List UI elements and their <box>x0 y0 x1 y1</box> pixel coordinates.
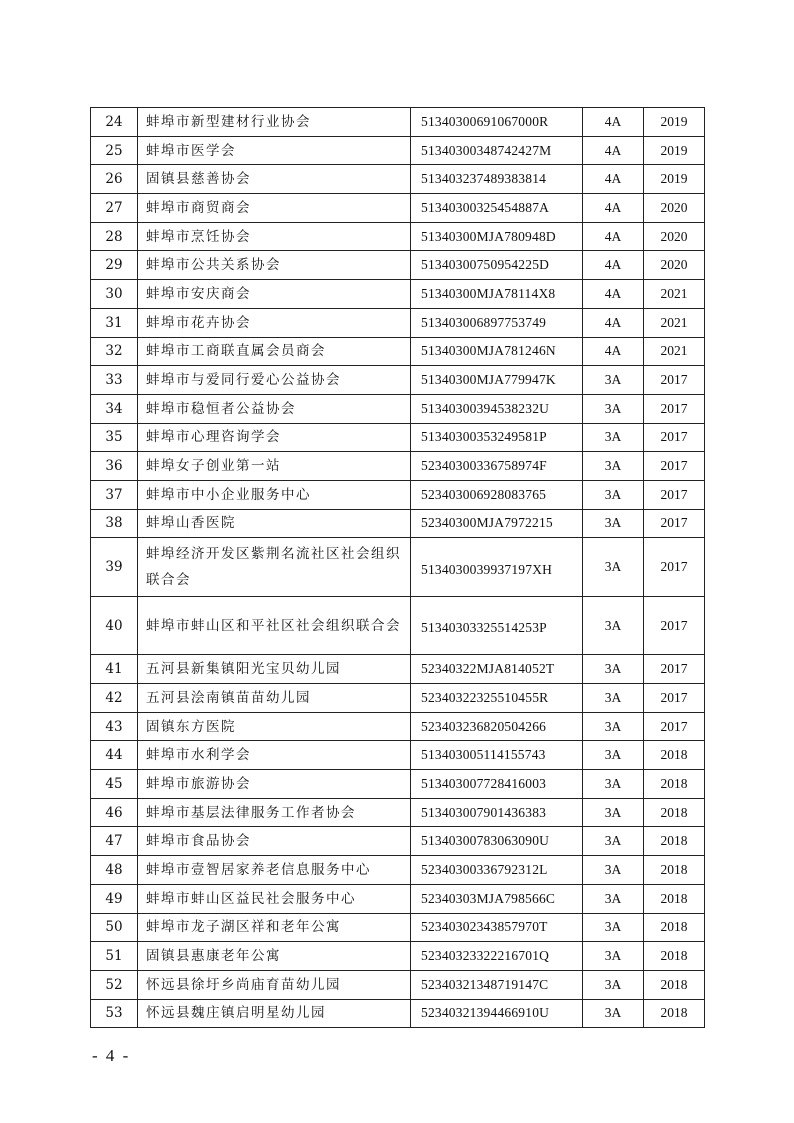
organization-name-cell: 固镇县慈善协会 <box>138 165 411 194</box>
credit-code-cell: 52340321348719147C <box>411 970 583 999</box>
table-row <box>91 827 705 856</box>
rating-grade-cell: 3A <box>583 480 644 509</box>
rating-grade-cell: 4A <box>583 337 644 366</box>
rating-year-cell: 2018 <box>644 999 705 1028</box>
row-number-cell: 43 <box>91 712 138 741</box>
row-number-cell: 31 <box>91 308 138 337</box>
credit-code-cell: 513403237489383814 <box>411 165 583 194</box>
credit-code-cell: 513403007901436383 <box>411 798 583 827</box>
table-row <box>91 970 705 999</box>
organization-name-cell: 蚌埠市龙子湖区祥和老年公寓 <box>138 913 411 942</box>
page-number: - 4 - <box>92 1046 131 1065</box>
row-number-cell: 36 <box>91 452 138 481</box>
table-row <box>91 999 705 1028</box>
rating-grade-cell: 3A <box>583 913 644 942</box>
credit-code-cell: 513403005114155743 <box>411 741 583 770</box>
rating-year-cell: 2021 <box>644 308 705 337</box>
rating-year-cell: 2017 <box>644 452 705 481</box>
organization-name-cell: 蚌埠市蚌山区和平社区社会组织联合会 <box>138 596 411 655</box>
row-number-cell: 33 <box>91 366 138 395</box>
row-number-cell: 28 <box>91 222 138 251</box>
row-number-cell: 45 <box>91 770 138 799</box>
row-number-cell: 34 <box>91 394 138 423</box>
organization-name-cell: 怀远县徐圩乡尚庙育苗幼儿园 <box>138 970 411 999</box>
rating-grade-cell: 4A <box>583 136 644 165</box>
rating-year-cell: 2017 <box>644 712 705 741</box>
table-row <box>91 251 705 280</box>
table-row <box>91 538 705 597</box>
rating-year-cell: 2018 <box>644 913 705 942</box>
rating-grade-cell: 4A <box>583 194 644 223</box>
credit-code-cell: 51340300353249581P <box>411 423 583 452</box>
table-row <box>91 308 705 337</box>
table-row <box>91 136 705 165</box>
credit-code-cell: 51340300325454887A <box>411 194 583 223</box>
credit-code-cell: 52340300MJA7972215 <box>411 509 583 538</box>
table-row <box>91 684 705 713</box>
table-row <box>91 655 705 684</box>
row-number-cell: 52 <box>91 970 138 999</box>
credit-code-cell: 52340300336792312L <box>411 856 583 885</box>
credit-code-cell: 51340300750954225D <box>411 251 583 280</box>
rating-year-cell: 2020 <box>644 222 705 251</box>
row-number-cell: 38 <box>91 509 138 538</box>
rating-year-cell: 2018 <box>644 798 705 827</box>
credit-code-cell: 51340300691067000R <box>411 108 583 137</box>
organization-name-cell: 五河县新集镇阳光宝贝幼儿园 <box>138 655 411 684</box>
rating-year-cell: 2018 <box>644 884 705 913</box>
rating-year-cell: 2018 <box>644 770 705 799</box>
table-row <box>91 712 705 741</box>
organization-name-cell: 固镇东方医院 <box>138 712 411 741</box>
credit-code-cell: 52340321394466910U <box>411 999 583 1028</box>
rating-year-cell: 2017 <box>644 366 705 395</box>
organization-name-cell: 蚌埠市稳恒者公益协会 <box>138 394 411 423</box>
rating-year-cell: 2019 <box>644 108 705 137</box>
rating-year-cell: 2018 <box>644 741 705 770</box>
row-number-cell: 42 <box>91 684 138 713</box>
organization-name-cell: 蚌埠女子创业第一站 <box>138 452 411 481</box>
credit-code-cell: 52340322325510455R <box>411 684 583 713</box>
rating-grade-cell: 3A <box>583 509 644 538</box>
table-row <box>91 596 705 655</box>
organization-name-cell: 蚌埠经济开发区紫荆名流社区社会组织联合会 <box>138 538 411 597</box>
credit-code-cell: 523403006928083765 <box>411 480 583 509</box>
rating-year-cell: 2019 <box>644 136 705 165</box>
organization-name-cell: 怀远县魏庄镇启明星幼儿园 <box>138 999 411 1028</box>
rating-grade-cell: 3A <box>583 366 644 395</box>
rating-grade-cell: 4A <box>583 280 644 309</box>
table-row <box>91 366 705 395</box>
credit-code-cell: 51340300MJA780948D <box>411 222 583 251</box>
rating-grade-cell: 3A <box>583 394 644 423</box>
credit-code-cell: 513403007728416003 <box>411 770 583 799</box>
rating-grade-cell: 3A <box>583 942 644 971</box>
organization-name-cell: 蚌埠市商贸商会 <box>138 194 411 223</box>
row-number-cell: 35 <box>91 423 138 452</box>
table-row <box>91 913 705 942</box>
credit-code-cell: 52340323322216701Q <box>411 942 583 971</box>
credit-code-cell: 52340300336758974F <box>411 452 583 481</box>
table-row <box>91 480 705 509</box>
credit-code-cell: 51340300348742427M <box>411 136 583 165</box>
credit-code-cell: 51340303325514253P <box>411 596 583 655</box>
table-row <box>91 741 705 770</box>
credit-code-cell: 51340300MJA781246N <box>411 337 583 366</box>
credit-code-cell: 51340300MJA78114X8 <box>411 280 583 309</box>
row-number-cell: 48 <box>91 856 138 885</box>
credit-code-cell: 513403006897753749 <box>411 308 583 337</box>
credit-code-cell: 52340302343857970T <box>411 913 583 942</box>
credit-code-cell: 523403236820504266 <box>411 712 583 741</box>
organization-name-cell: 五河县浍南镇苗苗幼儿园 <box>138 684 411 713</box>
rating-year-cell: 2021 <box>644 337 705 366</box>
row-number-cell: 46 <box>91 798 138 827</box>
rating-grade-cell: 3A <box>583 712 644 741</box>
row-number-cell: 30 <box>91 280 138 309</box>
rating-year-cell: 2020 <box>644 194 705 223</box>
rating-year-cell: 2017 <box>644 684 705 713</box>
organization-name-cell: 蚌埠市壹智居家养老信息服务中心 <box>138 856 411 885</box>
table-row <box>91 509 705 538</box>
row-number-cell: 27 <box>91 194 138 223</box>
organization-name-cell: 蚌埠市心理咨询学会 <box>138 423 411 452</box>
organization-name-cell: 蚌埠山香医院 <box>138 509 411 538</box>
row-number-cell: 37 <box>91 480 138 509</box>
credit-code-cell: 51340300783063090U <box>411 827 583 856</box>
rating-grade-cell: 3A <box>583 741 644 770</box>
organization-name-cell: 蚌埠市蚌山区益民社会服务中心 <box>138 884 411 913</box>
rating-year-cell: 2017 <box>644 423 705 452</box>
rating-year-cell: 2018 <box>644 970 705 999</box>
credit-code-cell: 51340300394538232U <box>411 394 583 423</box>
row-number-cell: 24 <box>91 108 138 137</box>
row-number-cell: 32 <box>91 337 138 366</box>
organization-name-cell: 蚌埠市安庆商会 <box>138 280 411 309</box>
row-number-cell: 53 <box>91 999 138 1028</box>
table-row <box>91 942 705 971</box>
credit-code-cell: 51340300MJA779947K <box>411 366 583 395</box>
table-row <box>91 423 705 452</box>
organization-name-cell: 蚌埠市食品协会 <box>138 827 411 856</box>
rating-grade-cell: 3A <box>583 596 644 655</box>
organization-name-cell: 蚌埠市公共关系协会 <box>138 251 411 280</box>
table-row <box>91 394 705 423</box>
rating-grade-cell: 3A <box>583 884 644 913</box>
rating-year-cell: 2017 <box>644 509 705 538</box>
table-row <box>91 165 705 194</box>
row-number-cell: 26 <box>91 165 138 194</box>
organization-name-cell: 蚌埠市新型建材行业协会 <box>138 108 411 137</box>
rating-grade-cell: 3A <box>583 538 644 597</box>
rating-grade-cell: 3A <box>583 452 644 481</box>
organization-name-cell: 蚌埠市旅游协会 <box>138 770 411 799</box>
rating-year-cell: 2021 <box>644 280 705 309</box>
row-number-cell: 49 <box>91 884 138 913</box>
row-number-cell: 41 <box>91 655 138 684</box>
organization-name-cell: 蚌埠市医学会 <box>138 136 411 165</box>
rating-grade-cell: 4A <box>583 251 644 280</box>
table-row <box>91 337 705 366</box>
rating-year-cell: 2017 <box>644 480 705 509</box>
rating-grade-cell: 3A <box>583 423 644 452</box>
organization-name-cell: 蚌埠市中小企业服务中心 <box>138 480 411 509</box>
rating-year-cell: 2017 <box>644 655 705 684</box>
organization-name-cell: 蚌埠市花卉协会 <box>138 308 411 337</box>
organization-name-cell: 蚌埠市工商联直属会员商会 <box>138 337 411 366</box>
table-row <box>91 222 705 251</box>
organization-name-cell: 蚌埠市基层法律服务工作者协会 <box>138 798 411 827</box>
table-row <box>91 108 705 137</box>
rating-year-cell: 2017 <box>644 596 705 655</box>
rating-grade-cell: 4A <box>583 108 644 137</box>
rating-grade-cell: 3A <box>583 655 644 684</box>
rating-grade-cell: 3A <box>583 770 644 799</box>
table-body <box>91 108 705 1028</box>
table-row <box>91 280 705 309</box>
row-number-cell: 39 <box>91 538 138 597</box>
rating-grade-cell: 3A <box>583 856 644 885</box>
table-row <box>91 770 705 799</box>
credit-code-cell: 52340322MJA814052T <box>411 655 583 684</box>
row-number-cell: 44 <box>91 741 138 770</box>
rating-year-cell: 2018 <box>644 942 705 971</box>
rating-year-cell: 2020 <box>644 251 705 280</box>
rating-grade-cell: 3A <box>583 999 644 1028</box>
row-number-cell: 50 <box>91 913 138 942</box>
row-number-cell: 29 <box>91 251 138 280</box>
row-number-cell: 47 <box>91 827 138 856</box>
credit-code-cell: 52340303MJA798566C <box>411 884 583 913</box>
rating-year-cell: 2019 <box>644 165 705 194</box>
table-row <box>91 884 705 913</box>
table-row <box>91 194 705 223</box>
credit-code-cell: 5134030039937197XH <box>411 538 583 597</box>
rating-grade-cell: 3A <box>583 970 644 999</box>
row-number-cell: 40 <box>91 596 138 655</box>
organization-rating-table <box>90 107 705 1028</box>
rating-grade-cell: 3A <box>583 798 644 827</box>
organization-name-cell: 蚌埠市与爱同行爱心公益协会 <box>138 366 411 395</box>
table-row <box>91 452 705 481</box>
rating-grade-cell: 3A <box>583 827 644 856</box>
rating-grade-cell: 3A <box>583 684 644 713</box>
table-row <box>91 856 705 885</box>
rating-grade-cell: 4A <box>583 165 644 194</box>
row-number-cell: 51 <box>91 942 138 971</box>
organization-name-cell: 蚌埠市水利学会 <box>138 741 411 770</box>
rating-grade-cell: 4A <box>583 308 644 337</box>
rating-year-cell: 2018 <box>644 856 705 885</box>
rating-year-cell: 2017 <box>644 394 705 423</box>
rating-year-cell: 2018 <box>644 827 705 856</box>
organization-name-cell: 蚌埠市烹饪协会 <box>138 222 411 251</box>
rating-grade-cell: 4A <box>583 222 644 251</box>
table-row <box>91 798 705 827</box>
organization-name-cell: 固镇县惠康老年公寓 <box>138 942 411 971</box>
row-number-cell: 25 <box>91 136 138 165</box>
rating-year-cell: 2017 <box>644 538 705 597</box>
